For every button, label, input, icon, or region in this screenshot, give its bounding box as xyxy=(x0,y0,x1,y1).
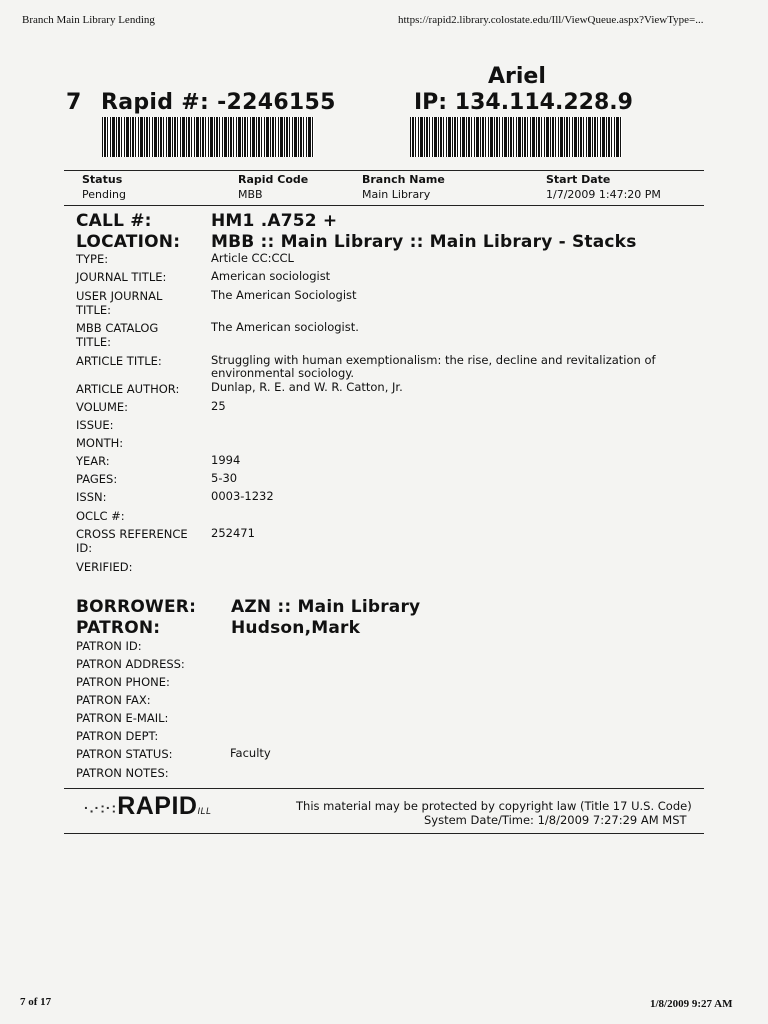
logo-text: RAPID xyxy=(117,792,198,820)
status-header: Status xyxy=(82,173,123,186)
branch-name-header: Branch Name xyxy=(362,173,445,186)
borrower-label: BORROWER: xyxy=(76,597,197,617)
field-value-year: 1994 xyxy=(211,453,241,467)
field-value-pages: 5-30 xyxy=(211,471,238,485)
copyright-notice: This material may be protected by copyright law (Title 17 U.S. Code) xyxy=(296,799,692,813)
field-label-journal-title: JOURNAL TITLE: xyxy=(76,270,167,284)
field-value-article-author: Dunlap, R. E. and W. R. Catton, Jr. xyxy=(211,380,403,394)
print-header-url: https://rapid2.library.colostate.edu/Ill/ViewQueue.aspx?ViewType=... xyxy=(398,14,704,26)
patron-field-label-dept: PATRON DEPT: xyxy=(76,729,159,743)
patron-label: PATRON: xyxy=(76,618,161,638)
status-table-bottom-rule xyxy=(64,205,704,206)
field-value-issn: 0003-1232 xyxy=(211,489,274,503)
field-value-catalog-title: The American sociologist. xyxy=(211,320,359,334)
logo-dots-icon: ·.·:·: xyxy=(84,799,118,816)
field-label-verified: VERIFIED: xyxy=(76,560,133,574)
delivery-method: Ariel xyxy=(488,64,546,89)
rapid-code-header: Rapid Code xyxy=(238,173,309,186)
print-datetime: 1/8/2009 9:27 AM xyxy=(650,998,733,1010)
ip-address: IP: 134.114.228.9 xyxy=(414,90,633,115)
call-number-value: HM1 .A752 + xyxy=(211,211,338,231)
footer-top-rule xyxy=(64,788,704,789)
field-value-cross-reference: 252471 xyxy=(211,526,255,540)
field-label-volume: VOLUME: xyxy=(76,400,129,414)
patron-field-value-status: Faculty xyxy=(230,746,271,760)
field-label-issn: ISSN: xyxy=(76,490,107,504)
field-value-journal-title: American sociologist xyxy=(211,269,331,283)
field-label-cross-reference: CROSS REFERENCE ID: xyxy=(76,527,188,555)
footer-bottom-rule xyxy=(64,833,704,834)
field-label-year: YEAR: xyxy=(76,454,110,468)
sequence-number: 7 xyxy=(66,90,82,115)
rapid-ill-logo xyxy=(84,792,212,821)
patron-field-label-phone: PATRON PHONE: xyxy=(76,675,170,689)
field-value-article-title: Struggling with human exemptionalism: the rise, decline and revitalization of environmental sociology. xyxy=(211,353,656,380)
field-label-month: MONTH: xyxy=(76,436,124,450)
patron-value: Hudson,Mark xyxy=(231,618,361,638)
borrower-value: AZN :: Main Library xyxy=(231,597,421,617)
call-number-label: CALL #: xyxy=(76,211,152,231)
patron-field-label-fax: PATRON FAX: xyxy=(76,693,151,707)
start-date-value: 1/7/2009 1:47:20 PM xyxy=(546,188,661,201)
field-label-article-author: ARTICLE AUTHOR: xyxy=(76,382,180,396)
field-label-oclc: OCLC #: xyxy=(76,509,125,523)
print-page-number: 7 of 17 xyxy=(20,996,52,1008)
ip-barcode xyxy=(410,117,622,157)
patron-field-label-status: PATRON STATUS: xyxy=(76,747,173,761)
status-value: Pending xyxy=(82,188,126,201)
rapid-barcode xyxy=(102,117,314,157)
field-label-user-journal-title: USER JOURNAL TITLE: xyxy=(76,289,163,317)
field-label-catalog-title: MBB CATALOG TITLE: xyxy=(76,321,159,349)
field-label-type: TYPE: xyxy=(76,252,109,266)
patron-field-label-id: PATRON ID: xyxy=(76,639,142,653)
field-value-user-journal-title: The American Sociologist xyxy=(211,288,357,302)
field-label-pages: PAGES: xyxy=(76,472,118,486)
rapid-number-line xyxy=(66,90,336,115)
patron-field-label-notes: PATRON NOTES: xyxy=(76,766,169,780)
location-label: LOCATION: xyxy=(76,232,181,252)
logo-suffix: ILL xyxy=(197,806,212,816)
field-label-article-title: ARTICLE TITLE: xyxy=(76,354,162,368)
location-value: MBB :: Main Library :: Main Library - Stacks xyxy=(211,232,637,252)
field-value-volume: 25 xyxy=(211,399,226,413)
field-label-issue: ISSUE: xyxy=(76,418,114,432)
system-datetime: System Date/Time: 1/8/2009 7:27:29 AM MST xyxy=(424,813,687,827)
patron-field-label-email: PATRON E-MAIL: xyxy=(76,711,169,725)
print-header-title: Branch Main Library Lending xyxy=(22,14,155,26)
rapid-code-value: MBB xyxy=(238,188,263,201)
start-date-header: Start Date xyxy=(546,173,611,186)
rapid-number: Rapid #: -2246155 xyxy=(101,90,336,115)
branch-name-value: Main Library xyxy=(362,188,431,201)
patron-field-label-address: PATRON ADDRESS: xyxy=(76,657,185,671)
field-value-type: Article CC:CCL xyxy=(211,251,294,265)
status-table-top-rule xyxy=(64,170,704,171)
